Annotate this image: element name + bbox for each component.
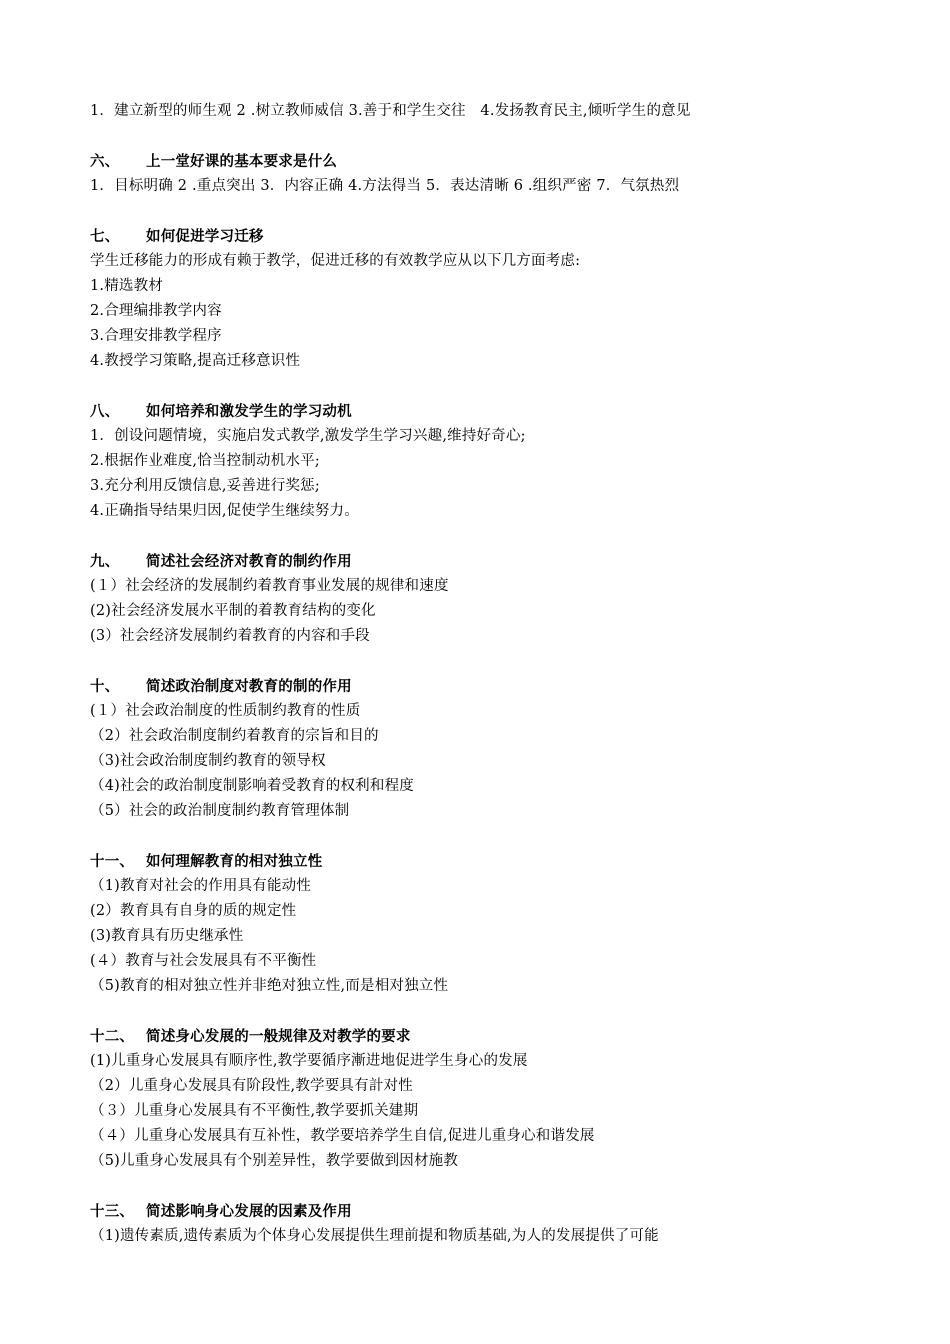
- section-number: 十一、: [90, 853, 135, 870]
- section-title: 如何培养和激发学生的学习动机: [146, 403, 352, 420]
- section-heading: [90, 674, 890, 699]
- section-line: 3.充分利用反馈信息,妥善进行奖惩;: [90, 478, 320, 494]
- section-line: （1)教育对社会的作用具有能动性: [90, 878, 312, 894]
- spacer: [90, 199, 890, 224]
- section-number: 八、: [90, 403, 120, 420]
- section-line: （1)遗传素质,遗传素质为个体身心发展提供生理前提和物质基础,为人的发展提供了可能: [90, 1228, 659, 1244]
- section-line: 2.合理编排教学内容: [90, 303, 222, 319]
- spacer: [90, 1174, 890, 1199]
- section-number: 十二、: [90, 1028, 135, 1045]
- section-line: 4.教授学习策略,提高迁移意识性: [90, 353, 301, 369]
- section-heading: [90, 224, 890, 249]
- section-line: （5)教育的相对独立性并非绝对独立性,而是相对独立性: [90, 978, 449, 994]
- section-line: (１）社会经济的发展制约着教育事业发展的规律和速度: [90, 578, 449, 594]
- spacer: [90, 649, 890, 674]
- section-line: （３）儿重身心发展具有不平衡性,教学要抓关建期: [90, 1103, 419, 1119]
- section-title: 简述身心发展的一般规律及对教学的要求: [146, 1028, 411, 1045]
- section-line: 4.正确指导结果归因,促使学生继续努力。: [90, 503, 359, 519]
- spacer: [90, 999, 890, 1024]
- section-line: 1．创设问题情境，实施启发式教学,激发学生学习兴趣,维持好奇心;: [90, 428, 526, 444]
- section-number: 十、: [90, 678, 120, 695]
- section-heading: [90, 399, 890, 424]
- section-title: 上一堂好课的基本要求是什么: [146, 153, 338, 170]
- section-heading: [90, 149, 890, 174]
- section-number: 七、: [90, 228, 120, 245]
- section-number: 十三、: [90, 1203, 135, 1220]
- spacer: [90, 124, 890, 149]
- spacer: [90, 824, 890, 849]
- section-heading: [90, 849, 890, 874]
- section-line: (１）社会政治制度的性质制约教育的性质: [90, 703, 361, 719]
- section-line: (3）社会经济发展制约着教育的内容和手段: [90, 628, 370, 644]
- section-title: 简述社会经济对教育的制约作用: [146, 553, 352, 570]
- intro-line: 1．建立新型的师生观 2 .树立教师威信 3.善于和学生交往 4.发扬教育民主,倾听学生的意见: [90, 103, 691, 119]
- section-line: （2）社会政治制度制约着教育的宗旨和目的: [90, 728, 379, 744]
- section-line: （2）儿重身心发展具有阶段性,教学要具有計对性: [90, 1078, 413, 1094]
- section-line: （5）社会的政治制度制约教育管理体制: [90, 803, 350, 819]
- section-line: 1.精选教材: [90, 278, 164, 294]
- section-line: （5)儿重身心发展具有个别差异性，教学要做到因材施教: [90, 1153, 459, 1169]
- section-heading: [90, 1199, 890, 1224]
- section-heading: [90, 549, 890, 574]
- section-heading: [90, 1024, 890, 1049]
- section-number: 九、: [90, 553, 120, 570]
- section-line: 学生迁移能力的形成有赖于教学，促进迁移的有效教学应从以下几方面考虑:: [90, 253, 581, 269]
- section-line: (2)社会经济发展水平制的着教育结构的变化: [90, 603, 376, 619]
- section-title: 如何理解教育的相对独立性: [146, 853, 323, 870]
- document-page: [90, 99, 890, 1249]
- section-line: （4)社会的政治制度制影响着受教育的权利和程度: [90, 778, 414, 794]
- section-line: (3)教育具有历史继承性: [90, 928, 244, 944]
- section-title: 简述影响身心发展的因素及作用: [146, 1203, 352, 1220]
- section-line: (1)儿重身心发展具有顺序性,教学要循序漸进地促进学生身心的发展: [90, 1053, 528, 1069]
- spacer: [90, 524, 890, 549]
- section-number: 六、: [90, 153, 120, 170]
- section-line: （４）儿重身心发展具有互补性，教学要培养学生自信,促进儿重身心和谐发展: [90, 1128, 595, 1144]
- section-title: 简述政治制度对教育的制的作用: [146, 678, 352, 695]
- section-title: 如何促进学习迁移: [146, 228, 264, 245]
- section-line: （3)社会政治制度制约教育的领导权: [90, 753, 326, 769]
- section-line: 3.合理安排教学程序: [90, 328, 222, 344]
- section-line: (2）教育具有自身的质的规定性: [90, 903, 297, 919]
- section-line: (４）教育与社会发展具有不平衡性: [90, 953, 317, 969]
- section-line: 1．目标明确 2 .重点突出 3．内容正确 4.方法得当 5．表达清晰 6 .组织严密 7．气氛热烈: [90, 178, 680, 194]
- section-line: 2.根据作业难度,恰当控制动机水平;: [90, 453, 320, 469]
- spacer: [90, 374, 890, 399]
